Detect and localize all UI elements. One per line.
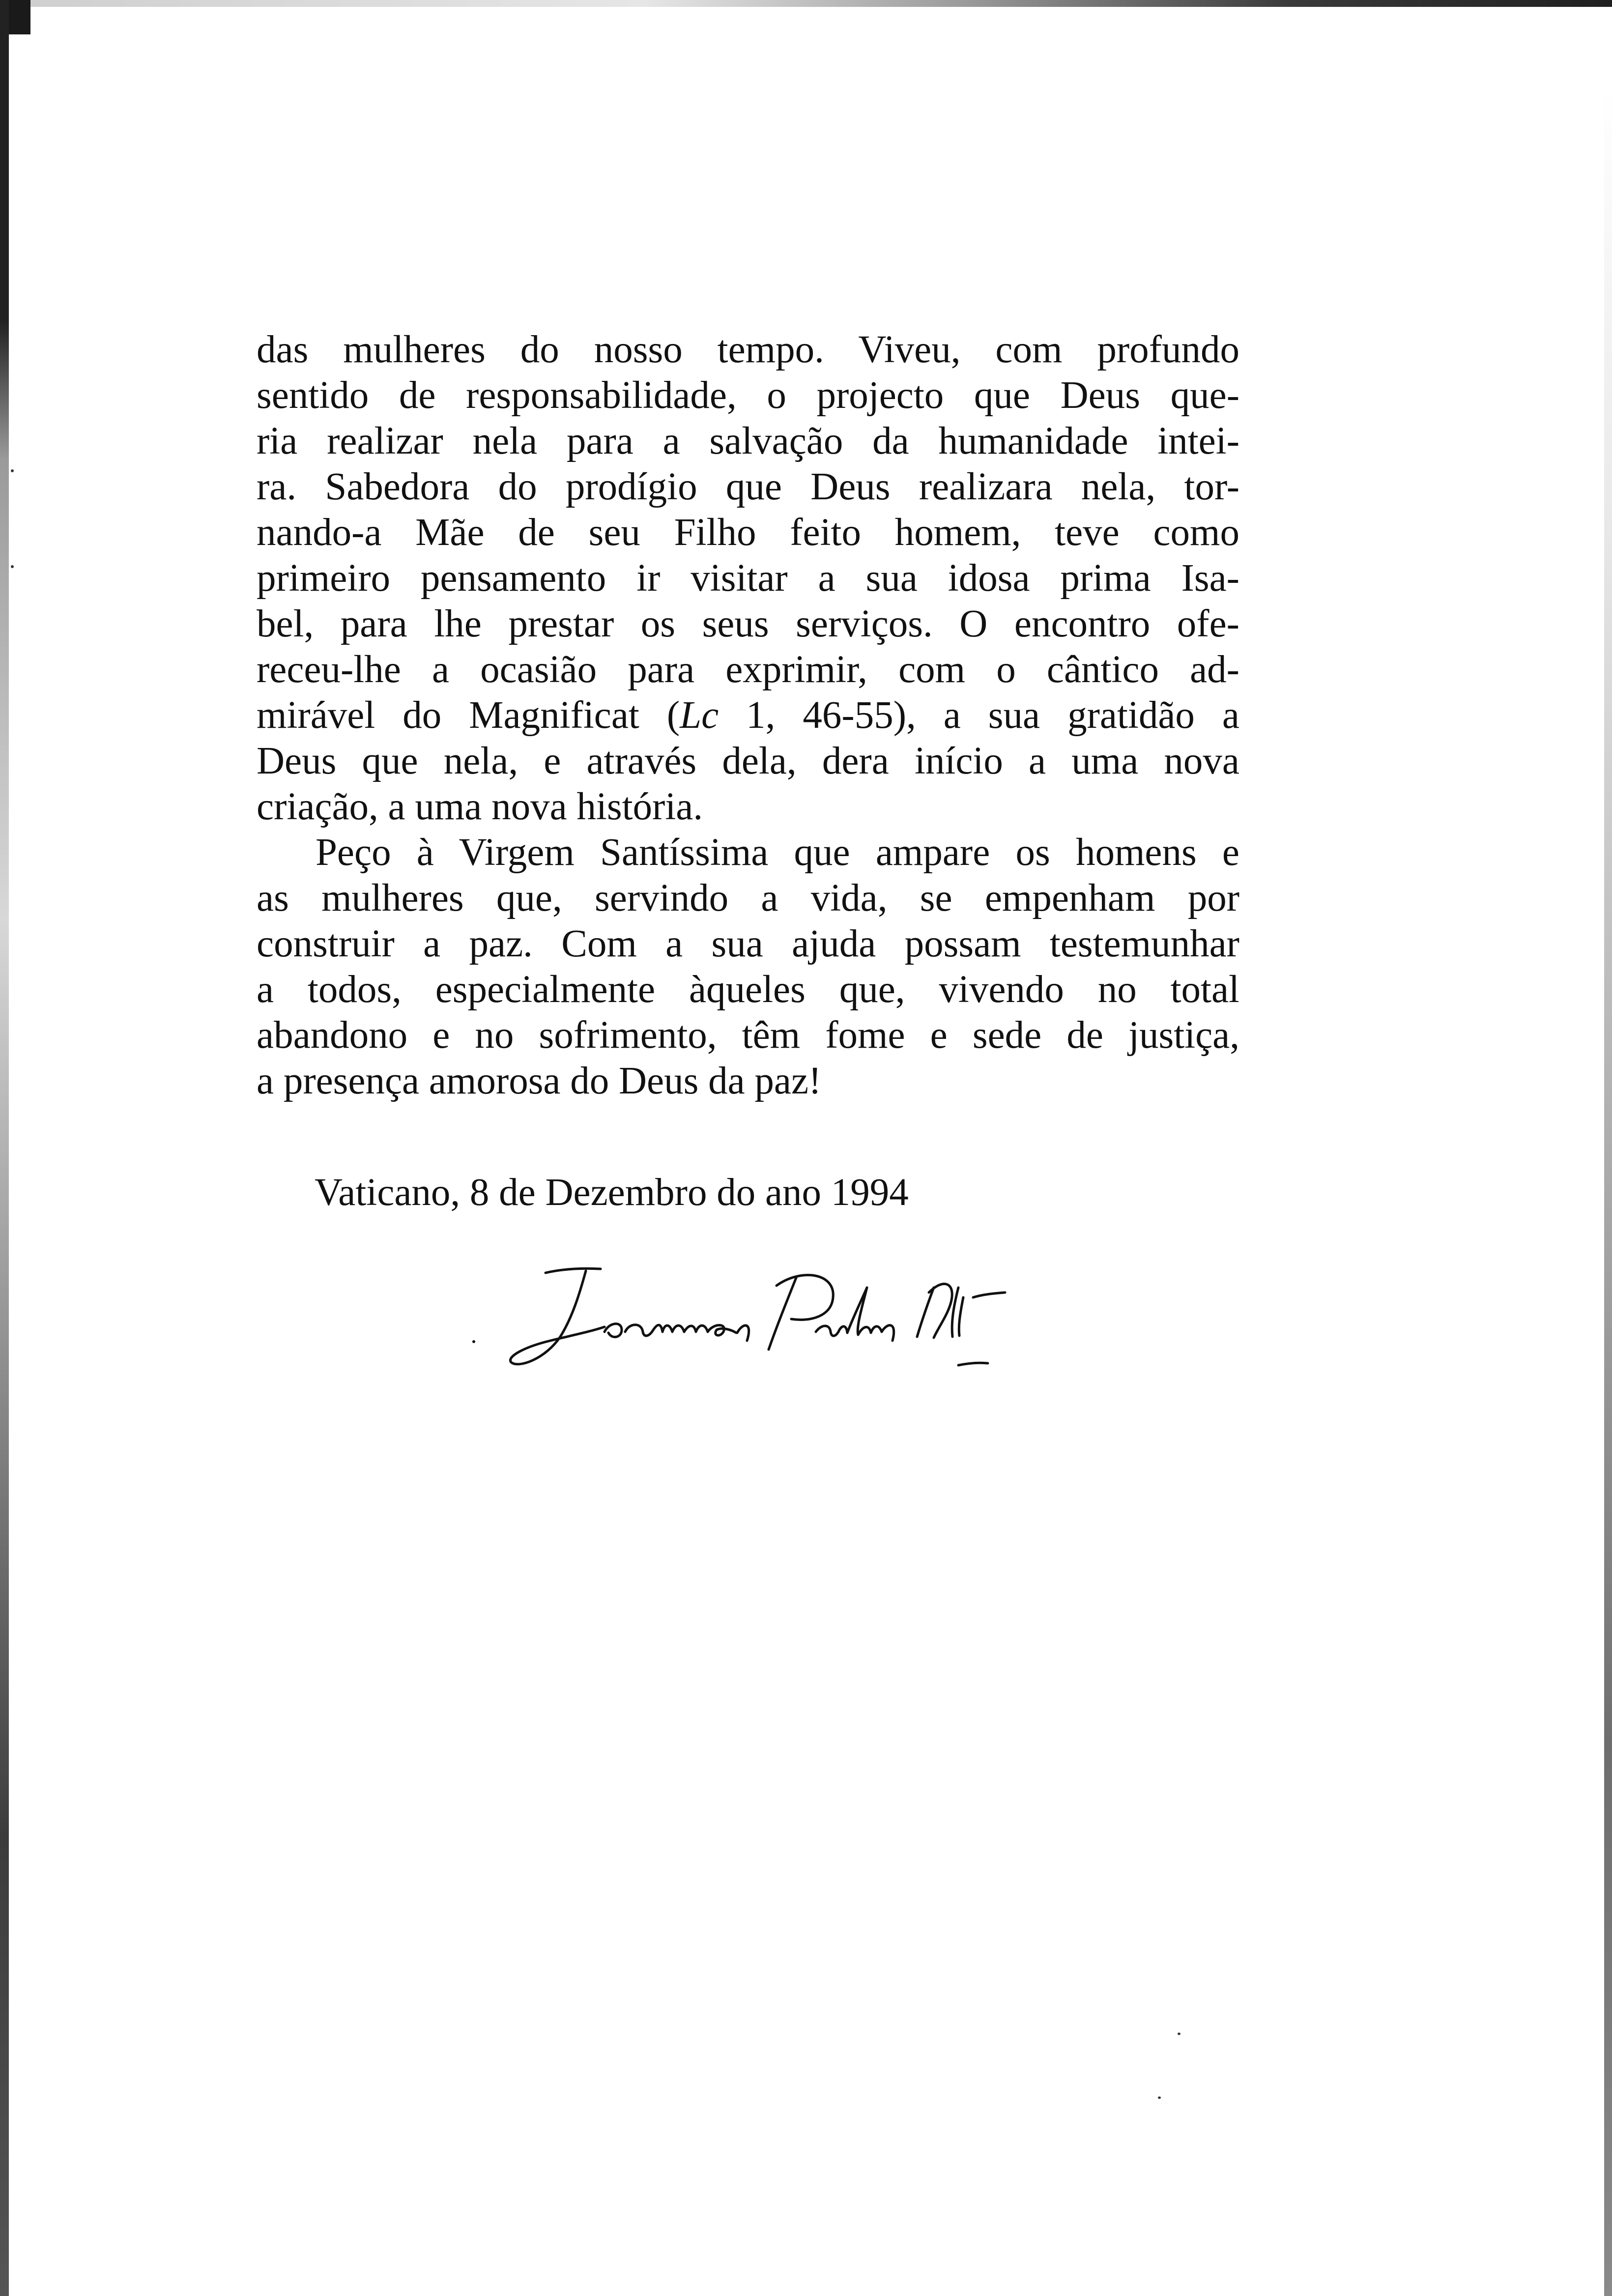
text-line-last: a presença amorosa do Deus da paz! [257,1060,822,1102]
bible-citation-book: Lc [680,694,719,737]
text-line: a todos, especialmente àqueles que, vivendo no total [257,968,1239,1011]
text-line-with-citation [257,692,1239,738]
text-line: ra. Sabedora do prodígio que Deus realizara nela, tor- [257,465,1239,508]
scan-speck [11,469,14,472]
text-line: as mulheres que, servindo a vida, se empenham por [257,877,1239,919]
scan-speck [1178,2033,1180,2035]
scan-speck [1158,2096,1161,2099]
text-line: Deus que nela, e através dela, dera início a uma nova [257,740,1239,782]
text-line-last: criação, a uma nova história. [257,785,703,828]
letter-body [257,327,1239,1104]
paragraph-2 [257,830,1239,1104]
text-line: sentido de responsabilidade, o projecto que Deus que- [257,374,1239,417]
text-line-indented: Peço à Virgem Santíssima que ampare os homens e [316,831,1239,874]
dateline: Vaticano, 8 de Dezembro do ano 1994 [315,1171,909,1214]
scan-edge-left [0,0,9,2296]
paragraph-1 [257,327,1239,830]
text-line: ria realizar nela para a salvação da humanidade intei- [257,420,1239,462]
text-line: primeiro pensamento ir visitar a sua idosa prima Isa- [257,557,1239,600]
text-line: receu-lhe a ocasião para exprimir, com o cântico ad- [257,648,1239,691]
text-fragment: 1, 46-55), a sua gratidão a [719,694,1239,737]
scan-edge-top [0,0,1612,7]
text-line: abandono e no sofrimento, têm fome e sede de justiça, [257,1014,1239,1057]
text-line: das mulheres do nosso tempo. Viveu, com profundo [257,328,1239,371]
scan-speck [11,565,14,568]
scan-edge-right [1604,88,1612,2296]
text-fragment: mirável do Magnificat ( [257,694,680,737]
text-line: bel, para lhe prestar os seus serviços. O encontro ofe- [257,603,1239,645]
handwritten-signature [472,1258,1027,1386]
text-line: construir a paz. Com a sua ajuda possam testemunhar [257,922,1239,965]
text-line: nando-a Mãe de seu Filho feito homem, teve como [257,511,1239,554]
